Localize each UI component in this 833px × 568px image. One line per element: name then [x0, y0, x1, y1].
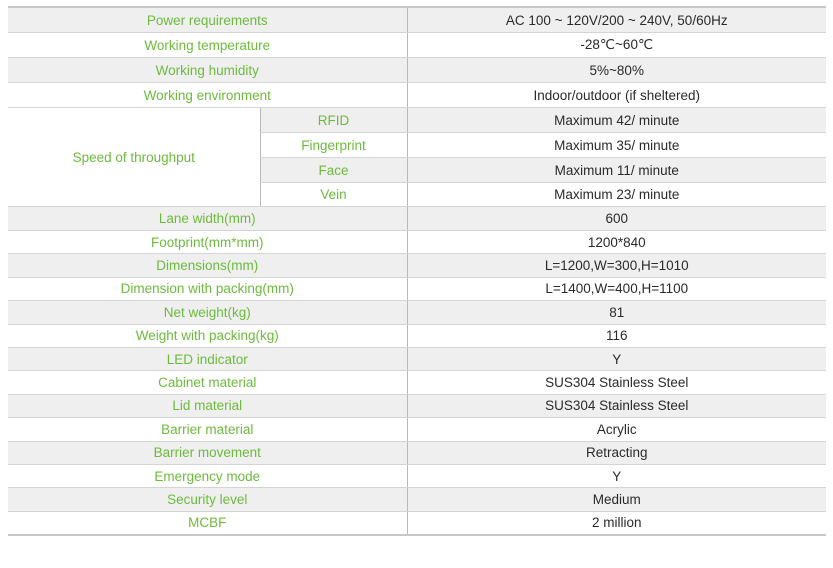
table-row: [8, 58, 826, 83]
row-label: Barrier movement: [8, 441, 407, 464]
table-row: [8, 108, 826, 133]
throughput-sub-value: Maximum 11/ minute: [407, 158, 826, 183]
row-label: Footprint(mm*mm): [8, 231, 407, 254]
table-row: [8, 83, 826, 108]
spec-table: [8, 6, 826, 536]
table-row: [8, 394, 826, 417]
table-row: [8, 324, 826, 347]
row-value: SUS304 Stainless Steel: [407, 394, 826, 417]
row-label: Security level: [8, 488, 407, 511]
table-row: [8, 371, 826, 394]
table-row: [8, 7, 826, 33]
table-row: [8, 511, 826, 535]
table-row: [8, 441, 826, 464]
table-row: [8, 254, 826, 277]
throughput-sub-value: Maximum 35/ minute: [407, 133, 826, 158]
row-value: Indoor/outdoor (if sheltered): [407, 83, 826, 108]
row-label: Emergency mode: [8, 464, 407, 487]
row-value: Y: [407, 464, 826, 487]
table-row: [8, 464, 826, 487]
throughput-sub-label: Fingerprint: [260, 133, 407, 158]
row-label: Lid material: [8, 394, 407, 417]
row-value: Medium: [407, 488, 826, 511]
row-value: SUS304 Stainless Steel: [407, 371, 826, 394]
row-label: Working environment: [8, 83, 407, 108]
row-label: Lane width(mm): [8, 207, 407, 231]
row-value: 600: [407, 207, 826, 231]
throughput-group-label: Speed of throughput: [8, 108, 260, 207]
row-label: Net weight(kg): [8, 301, 407, 324]
row-label: Power requirements: [8, 7, 407, 33]
row-value: L=1200,W=300,H=1010: [407, 254, 826, 277]
row-value: 1200*840: [407, 231, 826, 254]
row-value: 5%~80%: [407, 58, 826, 83]
table-row: [8, 33, 826, 58]
throughput-sub-label: Face: [260, 158, 407, 183]
row-label: Cabinet material: [8, 371, 407, 394]
table-row: [8, 301, 826, 324]
row-label: Working humidity: [8, 58, 407, 83]
row-value: 81: [407, 301, 826, 324]
table-row: [8, 277, 826, 300]
row-value: 116: [407, 324, 826, 347]
throughput-sub-label: Vein: [260, 183, 407, 207]
table-row: [8, 231, 826, 254]
throughput-sub-label: RFID: [260, 108, 407, 133]
throughput-sub-value: Maximum 23/ minute: [407, 183, 826, 207]
table-row: [8, 488, 826, 511]
row-value: 2 million: [407, 511, 826, 535]
row-value: -28℃~60℃: [407, 33, 826, 58]
throughput-sub-value: Maximum 42/ minute: [407, 108, 826, 133]
table-row: [8, 207, 826, 231]
row-label: Barrier material: [8, 418, 407, 441]
table-row: [8, 347, 826, 370]
row-label: Working temperature: [8, 33, 407, 58]
row-label: LED indicator: [8, 347, 407, 370]
row-label: Weight with packing(kg): [8, 324, 407, 347]
row-value: L=1400,W=400,H=1100: [407, 277, 826, 300]
row-label: MCBF: [8, 511, 407, 535]
row-value: Y: [407, 347, 826, 370]
row-label: Dimension with packing(mm): [8, 277, 407, 300]
row-value: Acrylic: [407, 418, 826, 441]
table-row: [8, 418, 826, 441]
row-label: Dimensions(mm): [8, 254, 407, 277]
row-value: AC 100 ~ 120V/200 ~ 240V, 50/60Hz: [407, 7, 826, 33]
row-value: Retracting: [407, 441, 826, 464]
